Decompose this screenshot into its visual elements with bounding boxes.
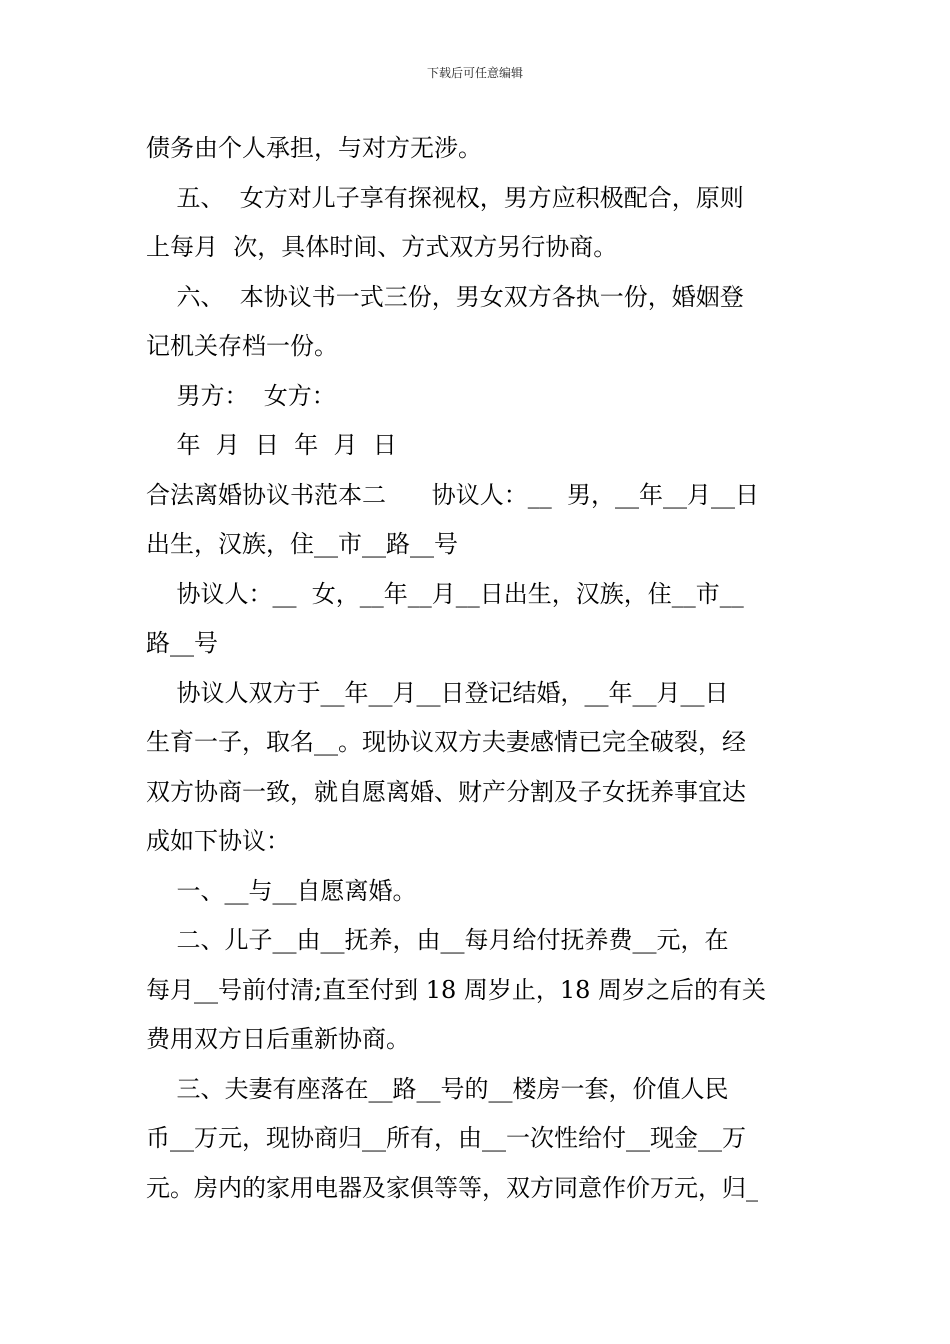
text-line: 上每月 次，具体时间、方式双方另行协商。 bbox=[146, 233, 618, 261]
text-line: 二、儿子__由__抚养，由__每月给付抚养费__元，在 bbox=[146, 926, 729, 954]
text-line: 五、 女方对儿子享有探视权，男方应积极配合，原则 bbox=[146, 183, 744, 212]
text-line: 债务由个人承担，与对方无涉。 bbox=[146, 134, 482, 162]
text-line: 出生，汉族，住__市__路__号 bbox=[146, 530, 458, 558]
text-line: 记机关存档一份。 bbox=[146, 332, 338, 360]
text-line: 路__号 bbox=[146, 629, 218, 657]
text-line: 币__万元，现协商归__所有，由__一次性给付__现金__万 bbox=[146, 1124, 746, 1152]
text-line: 三、夫妻有座落在__路__号的__楼房一套，价值人民 bbox=[146, 1074, 729, 1103]
text-line: 年 月 日 年 月 日 bbox=[146, 431, 397, 459]
text-line: 元。房内的家用电器及家俱等等，双方同意作价万元，归_ bbox=[146, 1173, 758, 1202]
text-line: 协议人：__ 女，__年__月__日出生，汉族，住__市__ bbox=[146, 579, 744, 608]
text-line: 双方协商一致，就自愿离婚、财产分割及子女抚养事宜达 bbox=[146, 777, 746, 806]
text-line: 成如下协议： bbox=[146, 827, 290, 855]
page-header: 下载后可任意编辑 bbox=[426, 66, 523, 80]
text-line: 费用双方日后重新协商。 bbox=[146, 1025, 410, 1053]
text-line: 生育一子，取名__。现协议双方夫妻感情已完全破裂，经 bbox=[146, 728, 746, 756]
text-line: 六、 本协议书一式三份，男女双方各执一份，婚姻登 bbox=[146, 282, 744, 311]
document-body bbox=[146, 124, 808, 1213]
text-line: 协议人双方于__年__月__日登记结婚，__年__月__日 bbox=[146, 678, 729, 707]
text-line: 合法离婚协议书范本二 协议人：__ 男，__年__月__日 bbox=[146, 480, 760, 509]
text-line: 男方： 女方： bbox=[146, 381, 336, 410]
text-line: 每月__号前付清;直至付到 18 周岁止，18 周岁之后的有关 bbox=[146, 975, 767, 1004]
text-line: 一、__与__自愿离婚。 bbox=[146, 876, 417, 905]
